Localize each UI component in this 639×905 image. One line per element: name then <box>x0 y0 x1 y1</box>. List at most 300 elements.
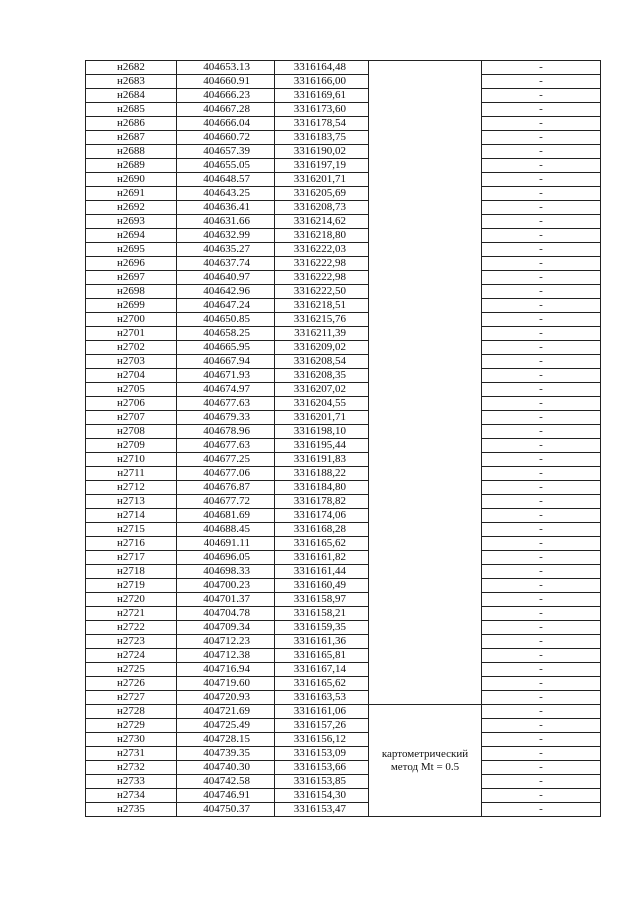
table-row <box>86 621 601 635</box>
x-coordinate-cell: 404653.13 <box>177 61 275 75</box>
y-coordinate-cell: 3316153,66 <box>275 761 369 775</box>
x-coordinate-cell: 404740.30 <box>177 761 275 775</box>
y-coordinate-cell: 3316218,51 <box>275 299 369 313</box>
accuracy-cell: - <box>482 103 601 117</box>
accuracy-cell: - <box>482 481 601 495</box>
y-coordinate-cell: 3316222,98 <box>275 257 369 271</box>
x-coordinate-cell: 404677.63 <box>177 397 275 411</box>
accuracy-cell: - <box>482 201 601 215</box>
y-coordinate-cell: 3316208,35 <box>275 369 369 383</box>
y-coordinate-cell: 3316158,97 <box>275 593 369 607</box>
y-coordinate-cell: 3316169,61 <box>275 89 369 103</box>
method-cell-empty <box>369 187 482 201</box>
y-coordinate-cell: 3316214,62 <box>275 215 369 229</box>
x-coordinate-cell: 404648.57 <box>177 173 275 187</box>
accuracy-cell: - <box>482 789 601 803</box>
accuracy-cell: - <box>482 355 601 369</box>
point-id-cell: н2689 <box>86 159 177 173</box>
accuracy-cell: - <box>482 733 601 747</box>
point-id-cell: н2706 <box>86 397 177 411</box>
table-row <box>86 551 601 565</box>
table-row <box>86 649 601 663</box>
y-coordinate-cell: 3316207,02 <box>275 383 369 397</box>
x-coordinate-cell: 404666.23 <box>177 89 275 103</box>
y-coordinate-cell: 3316195,44 <box>275 439 369 453</box>
method-cell-empty <box>369 453 482 467</box>
method-cell-empty <box>369 481 482 495</box>
method-cell-empty <box>369 285 482 299</box>
table-row <box>86 705 601 719</box>
accuracy-cell: - <box>482 719 601 733</box>
accuracy-cell: - <box>482 341 601 355</box>
point-id-cell: н2724 <box>86 649 177 663</box>
y-coordinate-cell: 3316165,62 <box>275 677 369 691</box>
table-row <box>86 425 601 439</box>
method-cell-empty <box>369 607 482 621</box>
y-coordinate-cell: 3316191,83 <box>275 453 369 467</box>
y-coordinate-cell: 3316208,54 <box>275 355 369 369</box>
x-coordinate-cell: 404698.33 <box>177 565 275 579</box>
x-coordinate-cell: 404677.06 <box>177 467 275 481</box>
coordinates-sheet <box>85 60 600 817</box>
point-id-cell: н2717 <box>86 551 177 565</box>
accuracy-cell: - <box>482 117 601 131</box>
x-coordinate-cell: 404637.74 <box>177 257 275 271</box>
y-coordinate-cell: 3316201,71 <box>275 173 369 187</box>
method-cell-empty <box>369 509 482 523</box>
point-id-cell: н2708 <box>86 425 177 439</box>
method-cell-empty <box>369 565 482 579</box>
y-coordinate-cell: 3316215,76 <box>275 313 369 327</box>
x-coordinate-cell: 404667.28 <box>177 103 275 117</box>
accuracy-cell: - <box>482 677 601 691</box>
table-row <box>86 117 601 131</box>
point-id-cell: н2697 <box>86 271 177 285</box>
table-row <box>86 229 601 243</box>
x-coordinate-cell: 404665.95 <box>177 341 275 355</box>
table-row <box>86 481 601 495</box>
point-id-cell: н2728 <box>86 705 177 719</box>
table-row <box>86 719 601 733</box>
x-coordinate-cell: 404728.15 <box>177 733 275 747</box>
accuracy-cell: - <box>482 173 601 187</box>
accuracy-cell: - <box>482 243 601 257</box>
table-row <box>86 467 601 481</box>
point-id-cell: н2692 <box>86 201 177 215</box>
method-cell-empty <box>369 677 482 691</box>
method-cell-empty <box>369 663 482 677</box>
point-id-cell: н2715 <box>86 523 177 537</box>
x-coordinate-cell: 404716.94 <box>177 663 275 677</box>
x-coordinate-cell: 404657.39 <box>177 145 275 159</box>
method-note-cell: картометрический метод Mt = 0.5 <box>369 705 482 817</box>
method-cell-empty <box>369 173 482 187</box>
point-id-cell: н2733 <box>86 775 177 789</box>
accuracy-cell: - <box>482 579 601 593</box>
point-id-cell: н2687 <box>86 131 177 145</box>
point-id-cell: н2694 <box>86 229 177 243</box>
accuracy-cell: - <box>482 271 601 285</box>
y-coordinate-cell: 3316164,48 <box>275 61 369 75</box>
method-cell-empty <box>369 145 482 159</box>
point-id-cell: н2713 <box>86 495 177 509</box>
y-coordinate-cell: 3316218,80 <box>275 229 369 243</box>
method-cell-empty <box>369 117 482 131</box>
accuracy-cell: - <box>482 229 601 243</box>
method-cell-empty <box>369 523 482 537</box>
point-id-cell: н2702 <box>86 341 177 355</box>
x-coordinate-cell: 404642.96 <box>177 285 275 299</box>
x-coordinate-cell: 404677.25 <box>177 453 275 467</box>
x-coordinate-cell: 404701.37 <box>177 593 275 607</box>
x-coordinate-cell: 404647.24 <box>177 299 275 313</box>
y-coordinate-cell: 3316153,47 <box>275 803 369 817</box>
accuracy-cell: - <box>482 187 601 201</box>
accuracy-cell: - <box>482 775 601 789</box>
method-cell-empty <box>369 257 482 271</box>
method-cell-empty <box>369 635 482 649</box>
x-coordinate-cell: 404636.41 <box>177 201 275 215</box>
method-cell-empty <box>369 299 482 313</box>
table-row <box>86 173 601 187</box>
x-coordinate-cell: 404676.87 <box>177 481 275 495</box>
y-coordinate-cell: 3316157,26 <box>275 719 369 733</box>
table-row <box>86 299 601 313</box>
table-row <box>86 803 601 817</box>
table-row <box>86 733 601 747</box>
method-cell-empty <box>369 341 482 355</box>
table-row <box>86 355 601 369</box>
method-cell-empty <box>369 439 482 453</box>
x-coordinate-cell: 404660.72 <box>177 131 275 145</box>
x-coordinate-cell: 404655.05 <box>177 159 275 173</box>
table-row <box>86 89 601 103</box>
accuracy-cell: - <box>482 439 601 453</box>
y-coordinate-cell: 3316154,30 <box>275 789 369 803</box>
accuracy-cell: - <box>482 635 601 649</box>
point-id-cell: н2704 <box>86 369 177 383</box>
x-coordinate-cell: 404679.33 <box>177 411 275 425</box>
table-row <box>86 495 601 509</box>
y-coordinate-cell: 3316197,19 <box>275 159 369 173</box>
accuracy-cell: - <box>482 299 601 313</box>
method-cell-empty <box>369 61 482 75</box>
x-coordinate-cell: 404712.38 <box>177 649 275 663</box>
point-id-cell: н2691 <box>86 187 177 201</box>
accuracy-cell: - <box>482 565 601 579</box>
accuracy-cell: - <box>482 621 601 635</box>
accuracy-cell: - <box>482 425 601 439</box>
accuracy-cell: - <box>482 369 601 383</box>
coordinates-table-body <box>86 61 601 817</box>
method-cell-empty <box>369 75 482 89</box>
point-id-cell: н2716 <box>86 537 177 551</box>
method-cell-empty <box>369 691 482 705</box>
method-cell-empty <box>369 551 482 565</box>
accuracy-cell: - <box>482 453 601 467</box>
table-row <box>86 201 601 215</box>
accuracy-cell: - <box>482 75 601 89</box>
x-coordinate-cell: 404742.58 <box>177 775 275 789</box>
y-coordinate-cell: 3316158,21 <box>275 607 369 621</box>
y-coordinate-cell: 3316168,28 <box>275 523 369 537</box>
method-cell-empty <box>369 383 482 397</box>
x-coordinate-cell: 404704.78 <box>177 607 275 621</box>
point-id-cell: н2696 <box>86 257 177 271</box>
accuracy-cell: - <box>482 131 601 145</box>
table-row <box>86 313 601 327</box>
accuracy-cell: - <box>482 803 601 817</box>
y-coordinate-cell: 3316211,39 <box>275 327 369 341</box>
point-id-cell: н2723 <box>86 635 177 649</box>
table-row <box>86 397 601 411</box>
point-id-cell: н2695 <box>86 243 177 257</box>
accuracy-cell: - <box>482 607 601 621</box>
accuracy-cell: - <box>482 61 601 75</box>
coordinates-table <box>85 60 601 817</box>
y-coordinate-cell: 3316161,82 <box>275 551 369 565</box>
x-coordinate-cell: 404719.60 <box>177 677 275 691</box>
point-id-cell: н2730 <box>86 733 177 747</box>
point-id-cell: н2726 <box>86 677 177 691</box>
method-cell-empty <box>369 355 482 369</box>
method-cell-empty <box>369 243 482 257</box>
table-row <box>86 215 601 229</box>
y-coordinate-cell: 3316222,03 <box>275 243 369 257</box>
accuracy-cell: - <box>482 649 601 663</box>
y-coordinate-cell: 3316222,50 <box>275 285 369 299</box>
x-coordinate-cell: 404643.25 <box>177 187 275 201</box>
x-coordinate-cell: 404671.93 <box>177 369 275 383</box>
x-coordinate-cell: 404678.96 <box>177 425 275 439</box>
table-row <box>86 523 601 537</box>
x-coordinate-cell: 404631.66 <box>177 215 275 229</box>
table-row <box>86 537 601 551</box>
point-id-cell: н2703 <box>86 355 177 369</box>
accuracy-cell: - <box>482 383 601 397</box>
point-id-cell: н2707 <box>86 411 177 425</box>
y-coordinate-cell: 3316165,62 <box>275 537 369 551</box>
y-coordinate-cell: 3316159,35 <box>275 621 369 635</box>
table-row <box>86 383 601 397</box>
point-id-cell: н2721 <box>86 607 177 621</box>
x-coordinate-cell: 404696.05 <box>177 551 275 565</box>
point-id-cell: н2700 <box>86 313 177 327</box>
table-row <box>86 145 601 159</box>
method-cell-empty <box>369 397 482 411</box>
y-coordinate-cell: 3316183,75 <box>275 131 369 145</box>
y-coordinate-cell: 3316204,55 <box>275 397 369 411</box>
accuracy-cell: - <box>482 761 601 775</box>
x-coordinate-cell: 404721.69 <box>177 705 275 719</box>
point-id-cell: н2693 <box>86 215 177 229</box>
accuracy-cell: - <box>482 215 601 229</box>
method-cell-empty <box>369 537 482 551</box>
point-id-cell: н2711 <box>86 467 177 481</box>
table-row <box>86 579 601 593</box>
y-coordinate-cell: 3316161,36 <box>275 635 369 649</box>
table-row <box>86 159 601 173</box>
method-cell-empty <box>369 593 482 607</box>
point-id-cell: н2709 <box>86 439 177 453</box>
x-coordinate-cell: 404677.63 <box>177 439 275 453</box>
method-cell-empty <box>369 271 482 285</box>
method-cell-empty <box>369 89 482 103</box>
table-row <box>86 761 601 775</box>
table-row <box>86 187 601 201</box>
point-id-cell: н2719 <box>86 579 177 593</box>
y-coordinate-cell: 3316165,81 <box>275 649 369 663</box>
point-id-cell: н2735 <box>86 803 177 817</box>
y-coordinate-cell: 3316188,22 <box>275 467 369 481</box>
point-id-cell: н2720 <box>86 593 177 607</box>
x-coordinate-cell: 404746.91 <box>177 789 275 803</box>
x-coordinate-cell: 404650.85 <box>177 313 275 327</box>
table-row <box>86 341 601 355</box>
table-row <box>86 509 601 523</box>
x-coordinate-cell: 404691.11 <box>177 537 275 551</box>
accuracy-cell: - <box>482 145 601 159</box>
point-id-cell: н2722 <box>86 621 177 635</box>
table-row <box>86 775 601 789</box>
table-row <box>86 565 601 579</box>
y-coordinate-cell: 3316161,06 <box>275 705 369 719</box>
y-coordinate-cell: 3316201,71 <box>275 411 369 425</box>
y-coordinate-cell: 3316190,02 <box>275 145 369 159</box>
x-coordinate-cell: 404667.94 <box>177 355 275 369</box>
table-row <box>86 453 601 467</box>
accuracy-cell: - <box>482 397 601 411</box>
point-id-cell: н2698 <box>86 285 177 299</box>
table-row <box>86 635 601 649</box>
point-id-cell: н2732 <box>86 761 177 775</box>
y-coordinate-cell: 3316208,73 <box>275 201 369 215</box>
table-row <box>86 243 601 257</box>
accuracy-cell: - <box>482 747 601 761</box>
x-coordinate-cell: 404640.97 <box>177 271 275 285</box>
point-id-cell: н2684 <box>86 89 177 103</box>
x-coordinate-cell: 404658.25 <box>177 327 275 341</box>
y-coordinate-cell: 3316205,69 <box>275 187 369 201</box>
method-cell-empty <box>369 201 482 215</box>
point-id-cell: н2725 <box>86 663 177 677</box>
table-row <box>86 271 601 285</box>
accuracy-cell: - <box>482 327 601 341</box>
point-id-cell: н2690 <box>86 173 177 187</box>
table-row <box>86 327 601 341</box>
accuracy-cell: - <box>482 257 601 271</box>
y-coordinate-cell: 3316153,85 <box>275 775 369 789</box>
y-coordinate-cell: 3316174,06 <box>275 509 369 523</box>
method-cell-empty <box>369 467 482 481</box>
accuracy-cell: - <box>482 159 601 173</box>
method-cell-empty <box>369 229 482 243</box>
method-cell-empty <box>369 313 482 327</box>
x-coordinate-cell: 404635.27 <box>177 243 275 257</box>
y-coordinate-cell: 3316161,44 <box>275 565 369 579</box>
accuracy-cell: - <box>482 537 601 551</box>
table-row <box>86 607 601 621</box>
accuracy-cell: - <box>482 593 601 607</box>
y-coordinate-cell: 3316160,49 <box>275 579 369 593</box>
x-coordinate-cell: 404632.99 <box>177 229 275 243</box>
accuracy-cell: - <box>482 523 601 537</box>
accuracy-cell: - <box>482 313 601 327</box>
method-cell-empty <box>369 327 482 341</box>
x-coordinate-cell: 404709.34 <box>177 621 275 635</box>
point-id-cell: н2731 <box>86 747 177 761</box>
table-row <box>86 131 601 145</box>
point-id-cell: н2683 <box>86 75 177 89</box>
x-coordinate-cell: 404725.49 <box>177 719 275 733</box>
y-coordinate-cell: 3316167,14 <box>275 663 369 677</box>
y-coordinate-cell: 3316184,80 <box>275 481 369 495</box>
point-id-cell: н2686 <box>86 117 177 131</box>
table-row <box>86 677 601 691</box>
point-id-cell: н2701 <box>86 327 177 341</box>
point-id-cell: н2685 <box>86 103 177 117</box>
method-cell-empty <box>369 103 482 117</box>
method-cell-empty <box>369 131 482 145</box>
point-id-cell: н2734 <box>86 789 177 803</box>
y-coordinate-cell: 3316198,10 <box>275 425 369 439</box>
accuracy-cell: - <box>482 691 601 705</box>
point-id-cell: н2710 <box>86 453 177 467</box>
point-id-cell: н2714 <box>86 509 177 523</box>
y-coordinate-cell: 3316178,82 <box>275 495 369 509</box>
method-cell-empty <box>369 411 482 425</box>
y-coordinate-cell: 3316173,60 <box>275 103 369 117</box>
point-id-cell: н2699 <box>86 299 177 313</box>
table-row <box>86 663 601 677</box>
x-coordinate-cell: 404674.97 <box>177 383 275 397</box>
table-row <box>86 75 601 89</box>
point-id-cell: н2727 <box>86 691 177 705</box>
y-coordinate-cell: 3316209,02 <box>275 341 369 355</box>
method-cell-empty <box>369 649 482 663</box>
point-id-cell: н2712 <box>86 481 177 495</box>
accuracy-cell: - <box>482 509 601 523</box>
x-coordinate-cell: 404720.93 <box>177 691 275 705</box>
y-coordinate-cell: 3316156,12 <box>275 733 369 747</box>
point-id-cell: н2718 <box>86 565 177 579</box>
method-cell-empty <box>369 495 482 509</box>
table-row <box>86 103 601 117</box>
x-coordinate-cell: 404660.91 <box>177 75 275 89</box>
table-row <box>86 285 601 299</box>
accuracy-cell: - <box>482 551 601 565</box>
table-row <box>86 789 601 803</box>
method-cell-empty <box>369 425 482 439</box>
x-coordinate-cell: 404739.35 <box>177 747 275 761</box>
x-coordinate-cell: 404666.04 <box>177 117 275 131</box>
table-row <box>86 747 601 761</box>
y-coordinate-cell: 3316153,09 <box>275 747 369 761</box>
accuracy-cell: - <box>482 411 601 425</box>
x-coordinate-cell: 404750.37 <box>177 803 275 817</box>
x-coordinate-cell: 404677.72 <box>177 495 275 509</box>
accuracy-cell: - <box>482 495 601 509</box>
table-row <box>86 691 601 705</box>
x-coordinate-cell: 404688.45 <box>177 523 275 537</box>
table-row <box>86 439 601 453</box>
point-id-cell: н2729 <box>86 719 177 733</box>
y-coordinate-cell: 3316222,98 <box>275 271 369 285</box>
accuracy-cell: - <box>482 663 601 677</box>
accuracy-cell: - <box>482 89 601 103</box>
table-row <box>86 61 601 75</box>
point-id-cell: н2688 <box>86 145 177 159</box>
